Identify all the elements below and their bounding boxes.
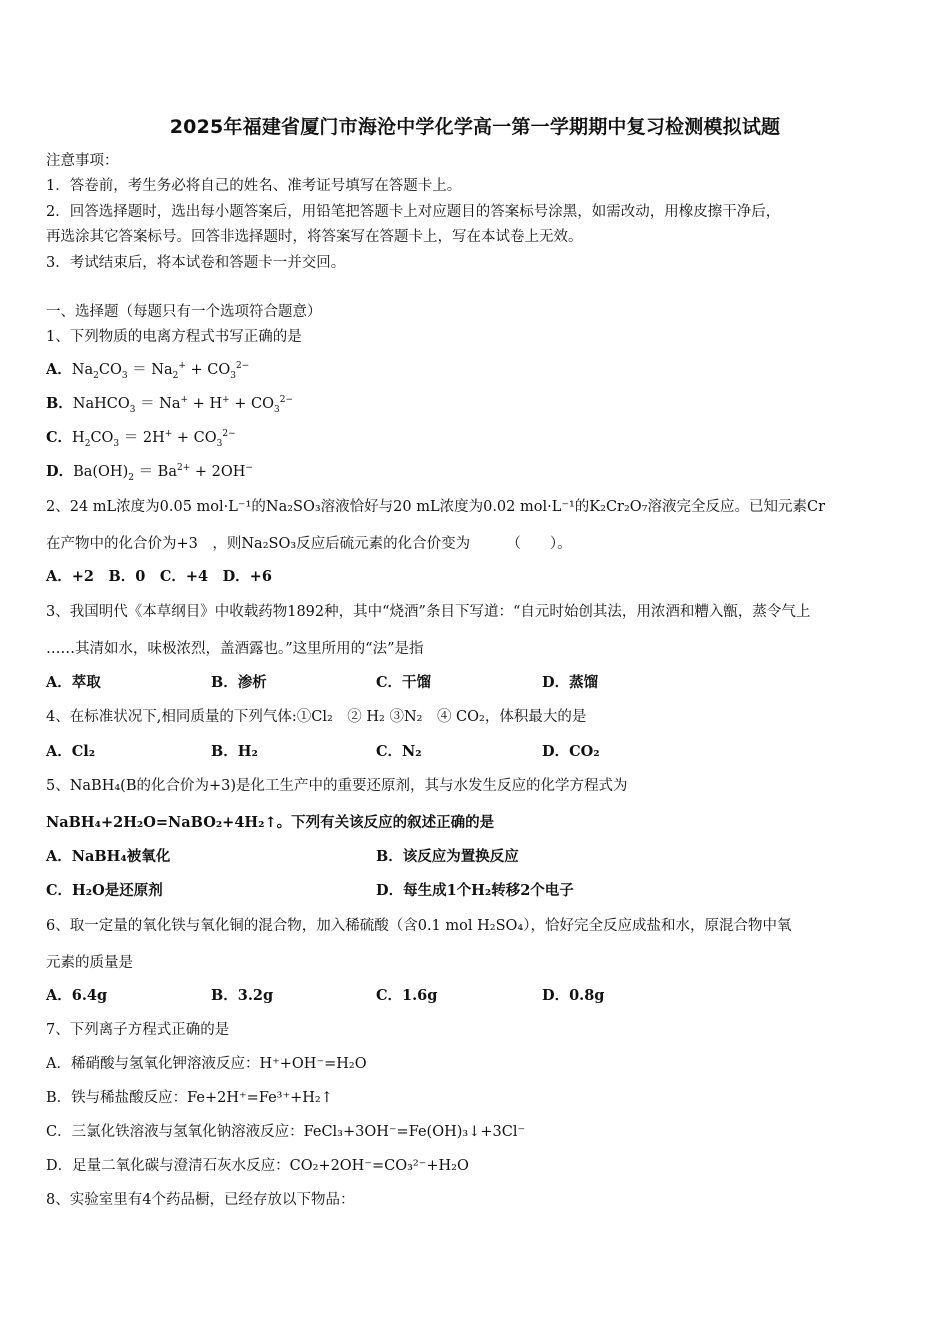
question-7-stem: 7、下列离子方程式正确的是 bbox=[46, 1022, 230, 1038]
question-5-option-a: A．NaBH₄被氧化 bbox=[46, 848, 171, 865]
question-3-stem-line: ……其清如水，味极浓烈，盖酒露也。”这里所用的“法”是指 bbox=[46, 641, 424, 657]
question-6-option-c: C．1.6g bbox=[376, 987, 438, 1004]
question-4-stem: 4、在标准状况下,相同质量的下列气体:①Cl₂ ② H₂ ③N₂ ④ CO₂，体积最大的是 bbox=[46, 709, 587, 725]
question-7-option-b: B．铁与稀盐酸反应：Fe+2H⁺=Fe³⁺+H₂↑ bbox=[46, 1090, 333, 1106]
question-1-stem: 1、下列物质的电离方程式书写正确的是 bbox=[46, 329, 302, 345]
question-3-option-b: B．渗析 bbox=[211, 674, 267, 691]
question-7-option-c: C．三氯化铁溶液与氢氧化钠溶液反应：FeCl₃+3OH⁻=Fe(OH)₃↓+3Cl⁻ bbox=[46, 1124, 526, 1140]
question-7-option-a: A．稀硝酸与氢氧化钾溶液反应：H⁺+OH⁻=H₂O bbox=[46, 1056, 367, 1072]
question-1-option-b: B．NaHCO$_3$ ＝ $Na^+ + H^+ + CO_3^{2-}$ bbox=[46, 395, 294, 415]
question-5-stem-line: 5、NaBH₄(B的化合价为+3)是化工生产中的重要还原剂，其与水发生反应的化学方程式为 bbox=[46, 778, 628, 794]
question-4-option-c: C．N₂ bbox=[376, 743, 422, 760]
question-6-stem-line: 6、取一定量的氧化铁与氧化铜的混合物，加入稀硫酸（含0.1 mol H₂SO₄），恰好完全反应成盐和水，原混合物中氧 bbox=[46, 918, 792, 934]
section-heading: 一、选择题（每题只有一个选项符合题意） bbox=[46, 304, 322, 320]
page-title: 2025年福建省厦门市海沧中学化学高一第一学期期中复习检测模拟试题 bbox=[169, 116, 781, 138]
question-2-stem-line: 2、24 mL浓度为0.05 mol·L⁻¹的Na₂SO₃溶液恰好与20 mL浓度为0.02 mol·L⁻¹的K₂Cr₂O₇溶液完全反应。已知元素Cr bbox=[46, 499, 826, 515]
question-6-option-a: A．6.4g bbox=[46, 987, 108, 1004]
question-1-option-d: D．$Ba(OH)_2 = Ba^{2+} + 2OH^-$ bbox=[46, 463, 253, 483]
question-4-option-d: D．CO₂ bbox=[542, 743, 600, 760]
question-6-stem-line: 元素的质量是 bbox=[46, 955, 133, 971]
question-5-option-c: C．H₂O是还原剂 bbox=[46, 882, 163, 899]
notice-item: 1．答卷前，考生务必将自己的姓名、准考证号填写在答题卡上。 bbox=[46, 178, 462, 194]
question-3-option-a: A．萃取 bbox=[46, 674, 101, 691]
question-7-option-d: D．足量二氧化碳与澄清石灰水反应：CO₂+2OH⁻=CO₃²⁻+H₂O bbox=[46, 1158, 469, 1174]
question-5-equation-line: NaBH₄+2H₂O=NaBO₂+4H₂↑。下列有关该反应的叙述正确的是 bbox=[46, 814, 495, 831]
notice-item: 2．回答选择题时，选出每小题答案后，用铅笔把答题卡上对应题目的答案标号涂黑，如需改动，用橡皮擦干净后， bbox=[46, 204, 781, 220]
question-3-stem-line: 3、我国明代《本草纲目》中收载药物1892种，其中“烧酒”条目下写道：“自元时始创其法，用浓酒和糟入甑，蒸令气上 bbox=[46, 604, 811, 620]
question-6-option-d: D．0.8g bbox=[542, 987, 605, 1004]
question-1-option-c: C．$H_2CO_3 = 2H^+ + CO_3^{2-}$ bbox=[46, 429, 236, 449]
question-8-stem: 8、实验室里有4个药品橱，已经存放以下物品： bbox=[46, 1192, 355, 1208]
notice-item: 再选涂其它答案标号。回答非选择题时，将答案写在答题卡上，写在本试卷上无效。 bbox=[46, 229, 583, 245]
question-5-option-b: B．该反应为置换反应 bbox=[376, 848, 519, 865]
question-4-option-a: A．Cl₂ bbox=[46, 743, 96, 760]
question-3-option-c: C．干馏 bbox=[376, 674, 432, 691]
question-5-option-d: D．每生成1个H₂转移2个电子 bbox=[376, 882, 574, 899]
question-2-options: A．+2 B．0 C．+4 D．+6 bbox=[46, 568, 272, 585]
question-1-option-a: A．$Na_2CO_3 = Na_2^+ + CO_3^{2-}$ bbox=[46, 361, 250, 381]
question-3-option-d: D．蒸馏 bbox=[542, 674, 599, 691]
question-4-option-b: B．H₂ bbox=[211, 743, 258, 760]
notice-heading: 注意事项： bbox=[46, 153, 119, 169]
question-2-stem-line: 在产物中的化合价为+3 ，则Na₂SO₃反应后硫元素的化合价变为 （ ）。 bbox=[46, 536, 572, 552]
notice-item: 3．考试结束后，将本试卷和答题卡一并交回。 bbox=[46, 255, 346, 271]
question-6-option-b: B．3.2g bbox=[211, 987, 274, 1004]
